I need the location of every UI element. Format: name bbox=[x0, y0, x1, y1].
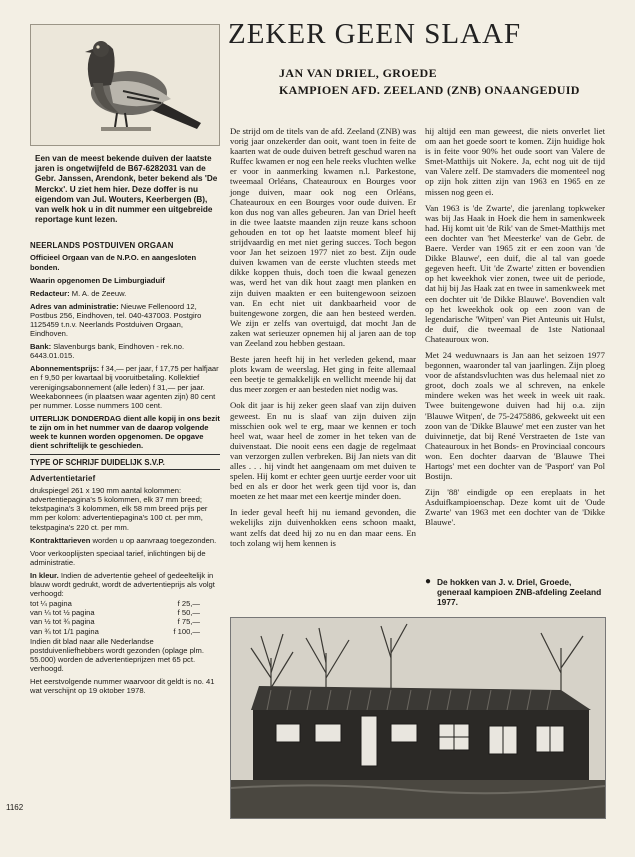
tariff-row: van ¾ tot 1/1 pagina f 100,— bbox=[30, 626, 200, 636]
color-rates: In kleur. Indien de advertentie geheel of gedeeltelijk in blauw wordt gedrukt, wordt de advertentieprijs als volgt verhoogd: bbox=[30, 570, 215, 599]
bank-line: Bank: Slavenburgs bank, Eindhoven - rek.no. 6443.01.015. bbox=[30, 342, 185, 361]
tariff-row: van ¼ tot ½ pagina f 50,— bbox=[30, 608, 200, 618]
sidebar bbox=[30, 24, 220, 699]
article-column-1 bbox=[230, 126, 416, 554]
pigeon-photo bbox=[30, 24, 220, 146]
loft-photo bbox=[230, 617, 606, 819]
intro-text bbox=[35, 154, 220, 225]
subscription-prices: Abonnementsprijs: f 34,— per jaar, f 17,75 per halfjaar en f 9,50 per kwartaal bij vooruitbetaling. Kollektief verenigingsabonnement (alle leden) f 31,— per jaar. Weekabonnees (in plaatsen waar agenten zijn) 80 cent per nummer. Losse nummers 100 cent. bbox=[30, 364, 219, 410]
ad-text: drukspiegel 261 x 190 mm aantal kolommen: advertentiepagina's 5 kolommen, elk 37 mm breed; tekstpagina's 3 kolommen, elk 58 mm breed prijs per mm per kolom: advertentiepagina's 100 ct. per mm, tekstpagina's 220 ct. per mm. bbox=[30, 486, 208, 532]
org-absorbed: Waarin opgenomen De Limburgiaduif bbox=[30, 275, 165, 285]
org-heading: NEERLANDS POSTDUIVEN ORGAAN bbox=[30, 241, 174, 251]
article-paragraph: In ieder geval heeft hij nu iemand gevonden, die wekelijks zijn duivenhokken eens schoon maakt, want zelfs dat deed hij zo nu en dan maar eens. En toch zolang wij hem kennen is bbox=[230, 507, 416, 548]
contract-rates: Kontrakttarieven worden u op aanvraag toegezonden. bbox=[30, 535, 217, 545]
article-paragraph: Met 24 weduwnaars is Jan aan het seizoen 1977 begonnen, waaronder tal van jaarlingen. Zijn ploeg voor de afstandsvluchten was dus helemaal niet zo groot, doch zoals we al schreven, na enkele mindere weken was het week in week uit raak. Twee buitengewone duiven had hij o.a. zijn 'Blauwe Witpen', de 75-2475886, gekweekt uit een zoon van de 'Dikke Blauwe' met een zuster van het duivinnetje, dat bij René Verstraeten de 1ste van Chateauroux in het Bonds- en Provinciaal concours won. Een dochter daarvan de 'Blauwe Thei Hartogs' met een dochter van de 'Pasport' van Pol Bostijn. bbox=[425, 349, 605, 482]
article-column-2 bbox=[425, 126, 605, 534]
first-issue: Het eerstvolgende nummer waarvoor dit geldt is no. 41 wat verschijnt op 19 oktober 1978. bbox=[30, 676, 215, 696]
divider bbox=[30, 454, 220, 455]
article-paragraph: Van 1963 is 'de Zwarte', die jarenlang topkweker was bij Jas Haak in Hoek die hem in samenkweek had. Hij komt uit 'de Rik' van de Smet-Matthijs met een dochter van 'het Meesterke' van de Gebr. de Baere. Verder van 1965 zit er een zoon van 'de Dikke Blauwe', een duif, die al tal van goede gegeven heeft. Uit 'de Zwarte' zitten er bovendien op het kweekhok vier zonen, twee uit de periode, dat hij bij Jas Haak zat en twee in samenkweek met een dochter uit 'de Dikke Blauwe'. Bovendien valt op het kweekhok ook op een zoon van de legendarische 'Witpen' van Piet Anteunis uit Hulst, de duif, die tweemaal de 1ste Nationaal Chateauroux won. bbox=[425, 202, 605, 344]
loft-building-icon bbox=[231, 618, 605, 818]
article-paragraph: Zijn '88' eindigde op een ereplaats in het Asduifkampioenschap. Deze komt uit de 'Oude Zwarte' van 1963 met een dochter van de 'Dikke Blauwe'. bbox=[425, 487, 605, 528]
pigeon-icon bbox=[31, 25, 219, 143]
org-official: Officieel Orgaan van de N.P.O. en aangesloten bonden. bbox=[30, 253, 197, 272]
intro-paragraph: Een van de meest bekende duiven der laatste jaren is ongetwijfeld de B67-6282031 van de Gebr. Janssen, Arendonk, beter bekend als 'De Merckx'. U ziet hem hier. Deze doffer is nu eigendom van Jul. Wouters, Keerbergen (B), van welk hok u in dit nummer een uitgebreide reportage kunt lezen. bbox=[35, 154, 218, 225]
subheadline-title: KAMPIOEN AFD. ZEELAND (ZNB) ONAANGEDUID bbox=[279, 83, 580, 97]
subheadline-name: JAN VAN DRIEL, GROEDE bbox=[279, 66, 437, 80]
tariff-table bbox=[30, 599, 220, 635]
sales-lists: Voor verkooplijsten speciaal tarief, inlichtingen bij de administratie. bbox=[30, 548, 206, 567]
bullet-icon: ● bbox=[425, 576, 432, 587]
editor-line: Redacteur: M. A. de Zeeuw. bbox=[30, 288, 127, 298]
page-number: 1162 bbox=[6, 803, 24, 812]
tariff-row: tot ¼ pagina f 25,— bbox=[30, 599, 200, 609]
article-paragraph: Ook dit jaar is hij zeker geen slaaf van zijn duiven geweest. En nu is slaaf van zijn duiven zijn misschien ook wel te erg, maar we kennen er toch heel wat, waar heel de zomer in het teken van de duivenstaat. Die nooit eens een dagje de regelmaat van verzorgen zullen verbreken. Bij Jan niets van dit alles . . . hij vindt het aangenaam om met duiven te spelen. Hij komt er echter geen uurtje eerder voor uit bed en als er door het werk geen tijd voor is, dan moeten ze het maar met een keertje minder doen. bbox=[230, 400, 416, 502]
tariff-row: van ½ tot ¾ pagina f 75,— bbox=[30, 617, 200, 627]
headline: ZEKER GEEN SLAAF bbox=[228, 18, 522, 50]
photo-caption: ● De hokken van J. v. Driel, Groede, generaal kampioen ZNB-afdeling Zeeland 1977. bbox=[425, 576, 602, 608]
deadline-notice: UITERLIJK DONDERDAG dient alle kopij in ons bezit te zijn om in het nummer van de daarop volgende week te kunnen worden opgenomen. De opgave dient schriftelijk te geschieden. bbox=[30, 413, 220, 451]
joint-edition: Indien dit blad naar alle Nederlandse postduivenliefhebbers wordt gezonden (oplage plm. 55.000) worden de advertentieprijzen met 65 pct. verhoogd. bbox=[30, 636, 204, 673]
type-heading: TYPE OF SCHRIJF DUIDELIJK S.V.P. bbox=[30, 458, 220, 470]
ad-heading: Advertentietarief bbox=[30, 474, 96, 484]
admin-address: Adres van administratie: Nieuwe Fellenoord 12, Postbus 256, Eindhoven, tel. 040-437003. Postgiro 1125459 t.n.v. Neerlands Postduiven Orgaan, Eindhoven. bbox=[30, 301, 202, 339]
article-paragraph: hij altijd een man geweest, die niets onverlet liet om aan het goede soort te komen. Zijn huidige hok is in feite voor 90% het oude soort van Valere de Smet-Matthijs uit Nokere. Ja, echt nog uit de tijd van Valere zelf. De stamvaders die momenteel nog op zijn hok zitten zijn van 1963 en 1965 en ze missen nog geen ei. bbox=[425, 126, 605, 197]
article-paragraph: De strijd om de titels van de afd. Zeeland (ZNB) was vorig jaar onzekerder dan ooit, want toen in feite de kaarten wat de oude duiven betreft geschud waren na Ruffec kwamen er nog een hele reeks vluchten welke er voor in aanmerking kwamen n.l. Parkestone, tweemaal Orléans, Chateauroux en Bourges voor jonge duiven, maar ook nog een Orléans, Chateauroux en een Bourges voor oude duiven. Er kon dus nog van alles gebeuren. Jan van Driel heeft in die twee laatste maanden zijn reuze kans schoon gehouden en tot op het laatste moment bleef hij strijdvaardig en met niet gering succes. Toch begon voor Jan het seizoen 1977 niet zo best. Zijn oude duiven kwamen van de eerste vluchten steeds met dikke koppen thuis, doch toen die kwaal genezen was, werd het van dik hout zaagt men planken en zijn duiven maakten er een buitengewoon seizoen van. En echt niet uit dankbaarheid voor de buitengewone zorgen, die aan hen besteed werden. We zijn er zelfs van overtuigd, dat mocht Jan de zaken wat serieuzer opnemen hij al jaren aan de top van Zeeland zou hebben gestaan. bbox=[230, 126, 416, 348]
article-paragraph: Beste jaren heeft hij in het verleden gekend, maar plots kwam de weerslag. Het ging in feite allemaal een beetje te gemakkelijk en wellicht meende hij dat dus meer zorgen er aan besteden niet nodig was. bbox=[230, 354, 416, 395]
